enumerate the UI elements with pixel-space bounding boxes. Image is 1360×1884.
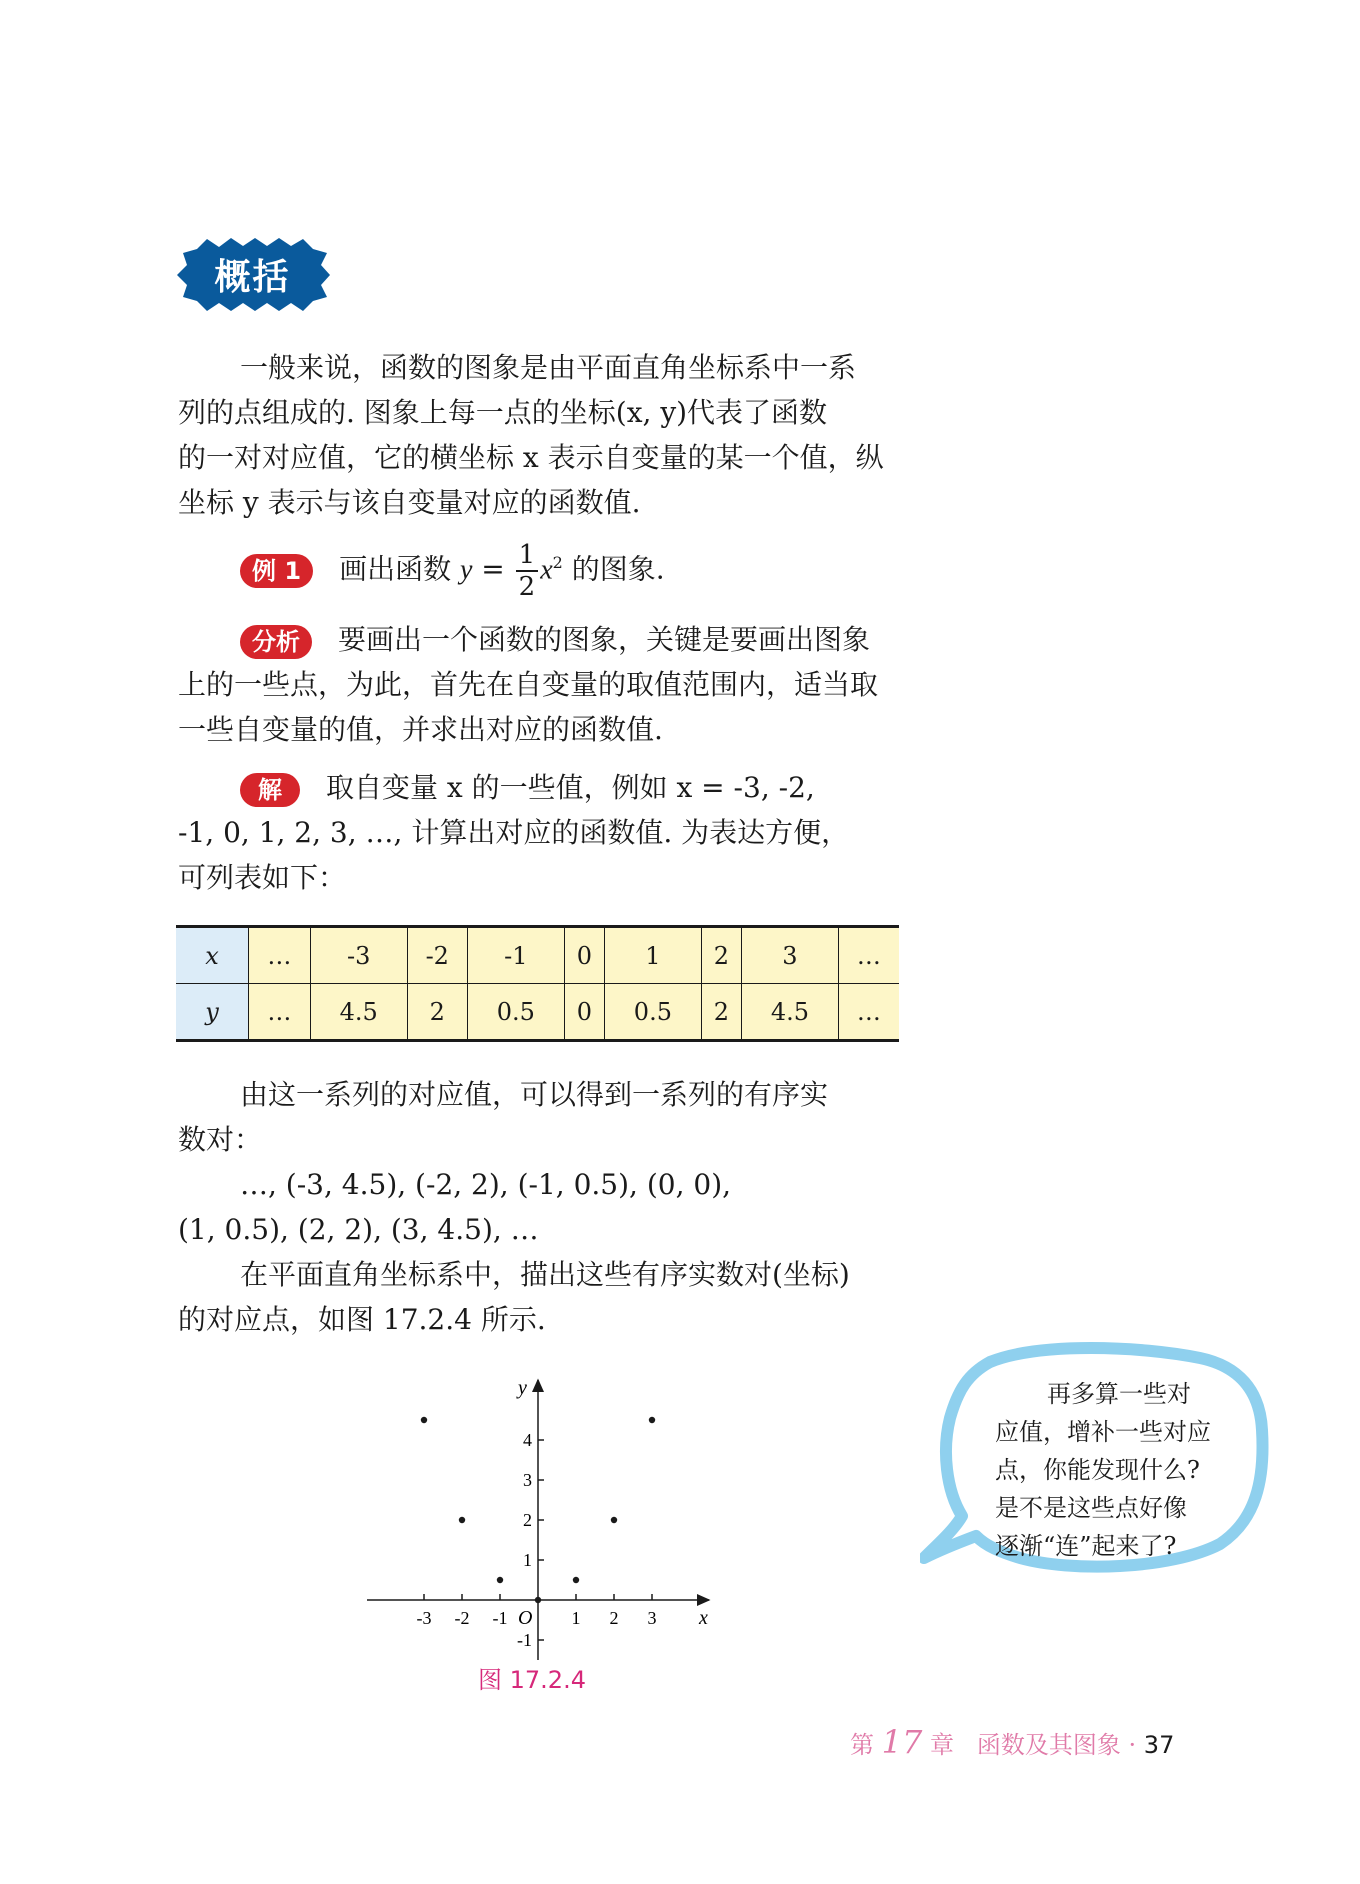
table-cell: …: [249, 927, 311, 984]
data-point: [497, 1577, 503, 1583]
table-cell: 0: [564, 984, 604, 1041]
table-cell: 2: [701, 927, 741, 984]
data-point: [649, 1417, 655, 1423]
summary-line: 的一对对应值，它的横坐标 x 表示自变量的某一个值，纵: [178, 441, 884, 474]
table-cell: 0.5: [604, 984, 701, 1041]
table-cell: …: [838, 927, 899, 984]
table-row-x: [176, 927, 899, 984]
summary-paragraph: [178, 345, 896, 525]
plot-intro-line: 的对应点，如图 17.2.4 所示.: [178, 1303, 546, 1336]
bubble-line: 逐渐“连”起来了?: [995, 1532, 1177, 1560]
table-cell: -1: [467, 927, 564, 984]
table-header-y: y: [176, 984, 249, 1041]
table-cell: 0.5: [467, 984, 564, 1041]
table-cell: 1: [604, 927, 701, 984]
table-cell: 4.5: [742, 984, 839, 1041]
example-equals: =: [472, 552, 514, 586]
y-axis-label: y: [518, 1377, 527, 1399]
data-point: [611, 1517, 617, 1523]
figure-caption: 图 17.2.4: [478, 1666, 586, 1694]
table-header-x: x: [176, 927, 249, 984]
value-table: [176, 925, 899, 1042]
pairs-paragraph: [178, 1072, 896, 1342]
chapter-prefix: 第: [850, 1731, 874, 1759]
example-var-x: x: [540, 554, 553, 586]
section-badge-label: 概括: [214, 257, 291, 298]
table-cell: -2: [407, 927, 467, 984]
y-tick-label: 3: [523, 1470, 532, 1490]
x-tick-label: 3: [647, 1608, 657, 1628]
data-point: [535, 1597, 541, 1603]
analysis-line: 上的一些点，为此，首先在自变量的取值范围内，适当取: [178, 668, 879, 701]
scatter-chart: [350, 1360, 730, 1660]
pairs-intro-line: 数对：: [178, 1123, 263, 1156]
y-tick-label: 2: [523, 1510, 532, 1530]
chapter-number: 17: [881, 1723, 923, 1761]
data-point: [421, 1417, 427, 1423]
example-text-after: 的图象.: [562, 552, 665, 586]
x-axis-label: x: [699, 1607, 708, 1629]
chapter-suffix: 章: [930, 1731, 954, 1759]
table-cell: 3: [742, 927, 839, 984]
summary-line: 坐标 y 表示与该自变量对应的函数值.: [178, 486, 641, 519]
example-1: [178, 533, 896, 602]
analysis-paragraph: [178, 617, 896, 752]
x-tick-label: -2: [454, 1608, 470, 1628]
fraction-denominator: 2: [518, 571, 536, 602]
example-exponent: 2: [552, 553, 563, 572]
section-badge: [175, 237, 330, 312]
plot-intro-line: 在平面直角坐标系中，描出这些有序实数对(坐标): [240, 1258, 850, 1291]
summary-line: 一般来说，函数的图象是由平面直角坐标系中一系: [240, 351, 857, 384]
solution-line: 可列表如下：: [178, 861, 347, 894]
chapter-title: 函数及其图象 ·: [976, 1731, 1137, 1759]
table-cell: 4.5: [310, 984, 407, 1041]
analysis-line: 要画出一个函数的图象，关键是要画出图象: [338, 623, 871, 656]
example-label: 例 1: [240, 554, 313, 588]
analysis-label: 分析: [240, 625, 312, 659]
analysis-line: 一些自变量的值，并求出对应的函数值.: [178, 713, 663, 746]
page-footer: [850, 1723, 1174, 1761]
x-tick-label: -1: [492, 1608, 508, 1628]
origin-label: O: [518, 1607, 533, 1629]
summary-line: 列的点组成的. 图象上每一点的坐标(x, y)代表了函数: [178, 396, 828, 429]
y-tick-label: -1: [517, 1630, 532, 1650]
data-point: [459, 1517, 465, 1523]
table-cell: 0: [564, 927, 604, 984]
page-number: 37: [1143, 1731, 1175, 1759]
bubble-line: 点，你能发现什么?: [995, 1456, 1200, 1484]
example-fraction: [516, 540, 539, 602]
fraction-numerator: 1: [516, 540, 539, 572]
table-cell: -3: [310, 927, 407, 984]
x-tick-label: 2: [609, 1608, 619, 1628]
pairs-line: …, (-3, 4.5), (-2, 2), (-1, 0.5), (0, 0),: [240, 1168, 732, 1201]
y-tick-label: 1: [523, 1550, 532, 1570]
bubble-line: 应值，增补一些对应: [995, 1418, 1211, 1446]
solution-line: -1, 0, 1, 2, 3, …, 计算出对应的函数值. 为表达方便，: [178, 816, 850, 849]
example-text-before: 画出函数: [339, 552, 460, 586]
table-cell: 2: [407, 984, 467, 1041]
table-cell: …: [249, 984, 311, 1041]
table-row-y: [176, 984, 899, 1041]
data-point: [573, 1577, 579, 1583]
solution-paragraph: [178, 765, 896, 900]
example-var-y: y: [459, 554, 473, 586]
bubble-line: 再多算一些对: [1047, 1380, 1191, 1408]
x-tick-label: -3: [416, 1608, 432, 1628]
pairs-intro-line: 由这一系列的对应值，可以得到一系列的有序实: [240, 1078, 829, 1111]
solution-label: 解: [240, 773, 300, 807]
table-cell: …: [838, 984, 899, 1041]
solution-line: 取自变量 x 的一些值，例如 x = -3, -2,: [326, 771, 815, 804]
table-cell: 2: [701, 984, 741, 1041]
bubble-text: [995, 1375, 1217, 1565]
pairs-line: (1, 0.5), (2, 2), (3, 4.5), …: [178, 1213, 539, 1246]
x-tick-label: 1: [571, 1608, 581, 1628]
y-tick-label: 4: [523, 1430, 532, 1450]
bubble-line: 是不是这些点好像: [995, 1494, 1187, 1522]
